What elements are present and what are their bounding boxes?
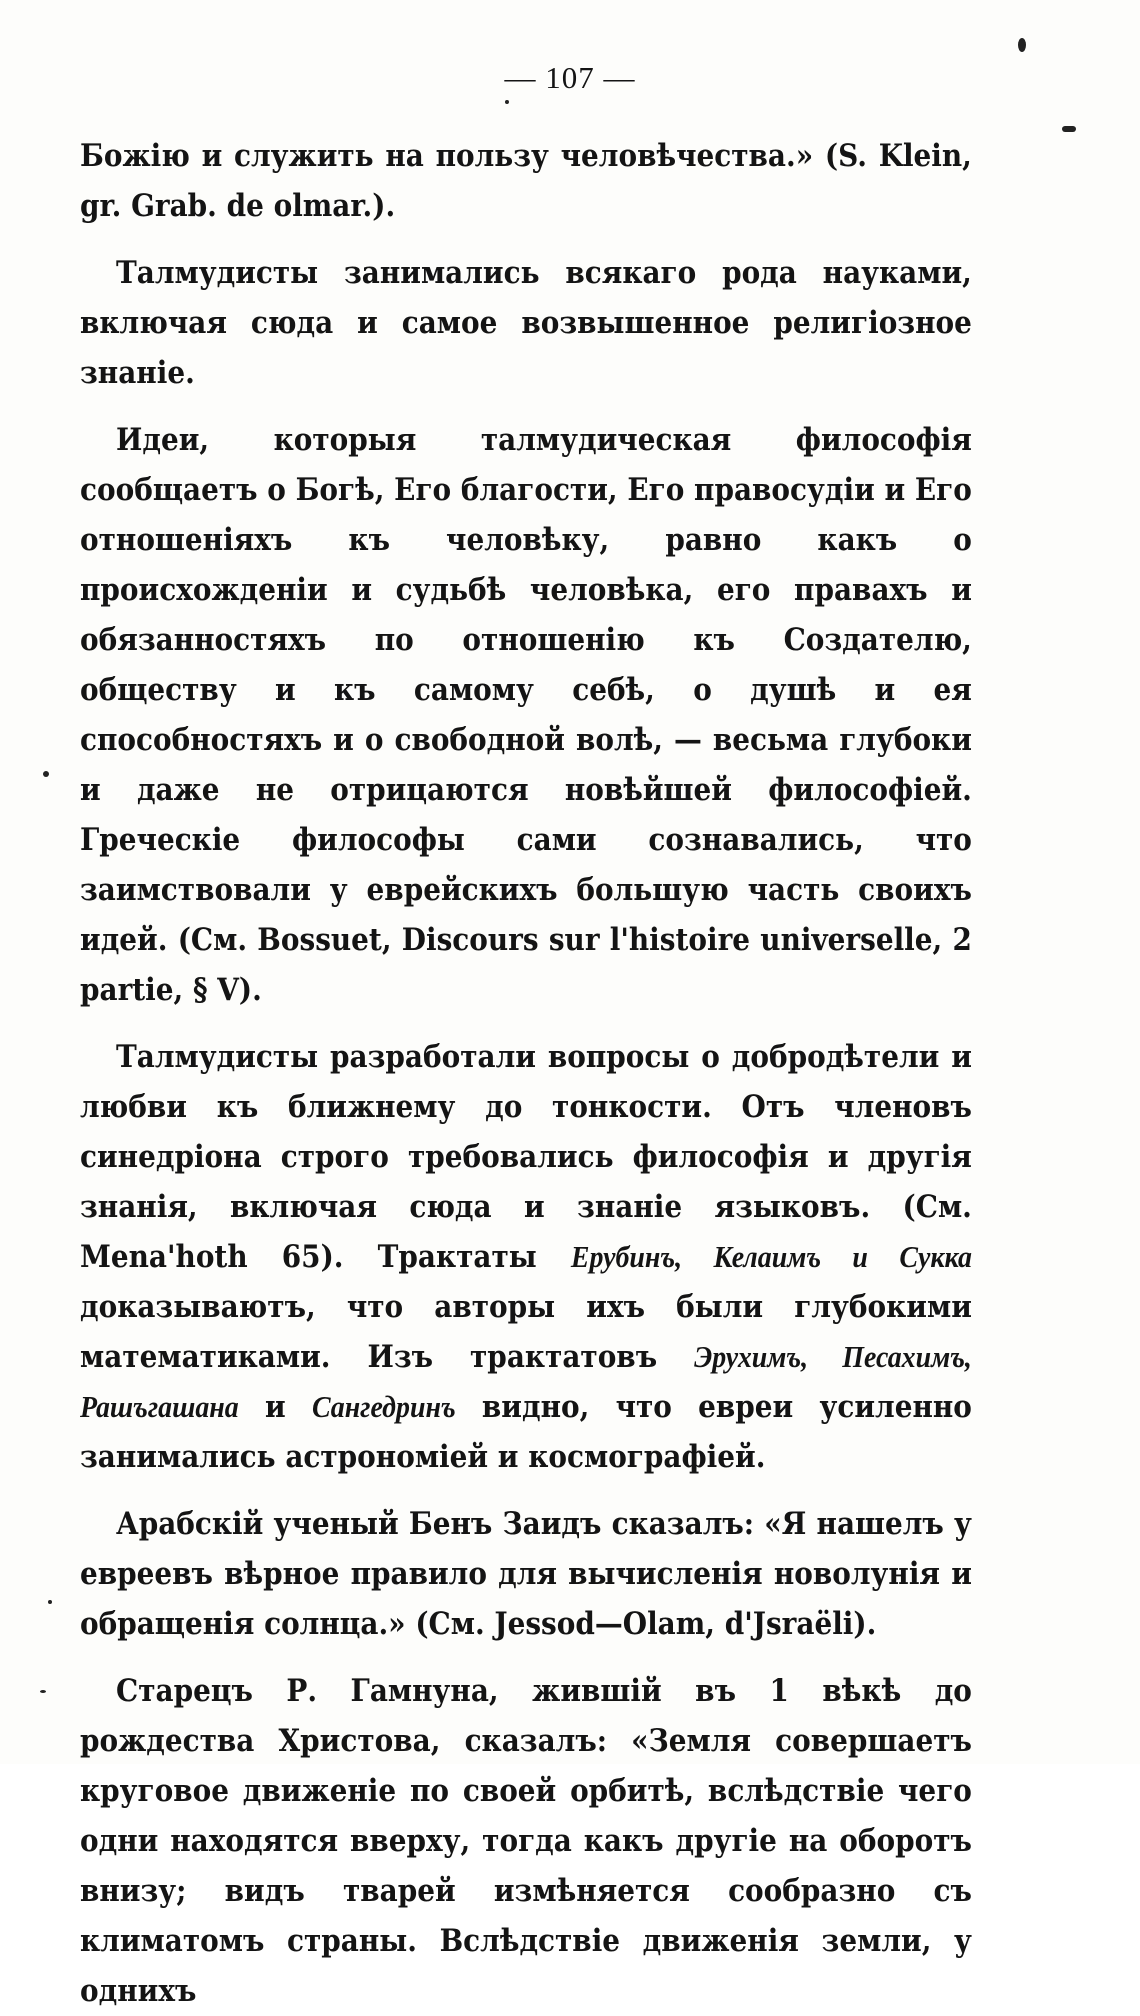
paragraph-hamnuna: Старецъ Р. Гамнуна, жившій въ 1 вѣкѣ до рождества Христова, сказалъ: «Земля совершаетъ круговое движеніе по своей орбитѣ, вслѣдствіе чего одни находятся вверху, тогда какъ другіе на оборотъ внизу; видъ тварей измѣняется сообразно съ климатомъ страны. Вслѣдствіе движенія земли, у однихъ bbox=[80, 1673, 972, 2009]
text-run: видно, что евреи усиленно занимались астрономіей и космографіей. bbox=[80, 1389, 972, 1475]
paragraph-talmudic-philosophy: Идеи, которыя талмудическая философія сообщаетъ о Богѣ, Его благости, Его правосудіи и Его отношеніяхъ къ человѣку, равно какъ о происхожденіи и судьбѣ человѣка, его правахъ и обязанностяхъ по отношенію къ Создателю, обществу и къ самому себѣ, о душѣ и ея способностяхъ и о свободной волѣ, — весьма глубоки и даже не отрицаются новѣйшей философіей. Греческіе философы сами сознавались, что заимствовали у еврейскихъ большую часть своихъ идей. (См. Bossuet, Discours sur l'histoire universelle, 2 partie, § V). bbox=[80, 422, 972, 1008]
text-run: Талмудисты разработали вопросы о добродѣтели и любви къ ближнему до тонкости. Отъ членовъ синедріона строго требовались философія и другія знанія, включая сюда и знаніе языковъ. (См. Mena'hoth 65). Трактаты bbox=[80, 1039, 972, 1275]
scan-speck bbox=[505, 100, 509, 104]
tractate-name-italic: Сангедринъ bbox=[311, 1389, 456, 1424]
tractate-names-italic: Эрухимъ, Песахимъ, Рашъгашана bbox=[80, 1339, 972, 1424]
scan-speck bbox=[48, 1600, 52, 1604]
page-number: — 107 — bbox=[504, 60, 636, 95]
body-text bbox=[80, 131, 972, 2016]
tractate-names-italic: Ерубинъ, Келаимъ и Сукка bbox=[570, 1239, 972, 1274]
paragraph-talmudists-sciences: Талмудисты занимались всякаго рода науками, включая сюда и самое возвышенное религіозное знаніе. bbox=[80, 255, 972, 391]
text-run: доказываютъ, что авторы ихъ были глубокими математиками. Изъ трактатовъ bbox=[80, 1289, 972, 1375]
scan-speck bbox=[43, 771, 49, 777]
paragraph-virtue-and-tractates bbox=[80, 1032, 972, 1482]
scan-speck bbox=[40, 1690, 46, 1693]
paragraph-ben-zaid: Арабскій ученый Бенъ Заидъ сказалъ: «Я нашелъ у евреевъ вѣрное правило для вычисленія новолунія и обращенія солнца.» (См. Jessod—Olam, d'Jsraëli). bbox=[80, 1506, 972, 1642]
paragraph-continued: Божію и служить на пользу человѣчества.» (S. Klein, gr. Grab. de olmar.). bbox=[80, 138, 972, 224]
scan-speck bbox=[1018, 38, 1026, 52]
text-run: и bbox=[238, 1389, 312, 1425]
scan-speck bbox=[1062, 126, 1076, 132]
